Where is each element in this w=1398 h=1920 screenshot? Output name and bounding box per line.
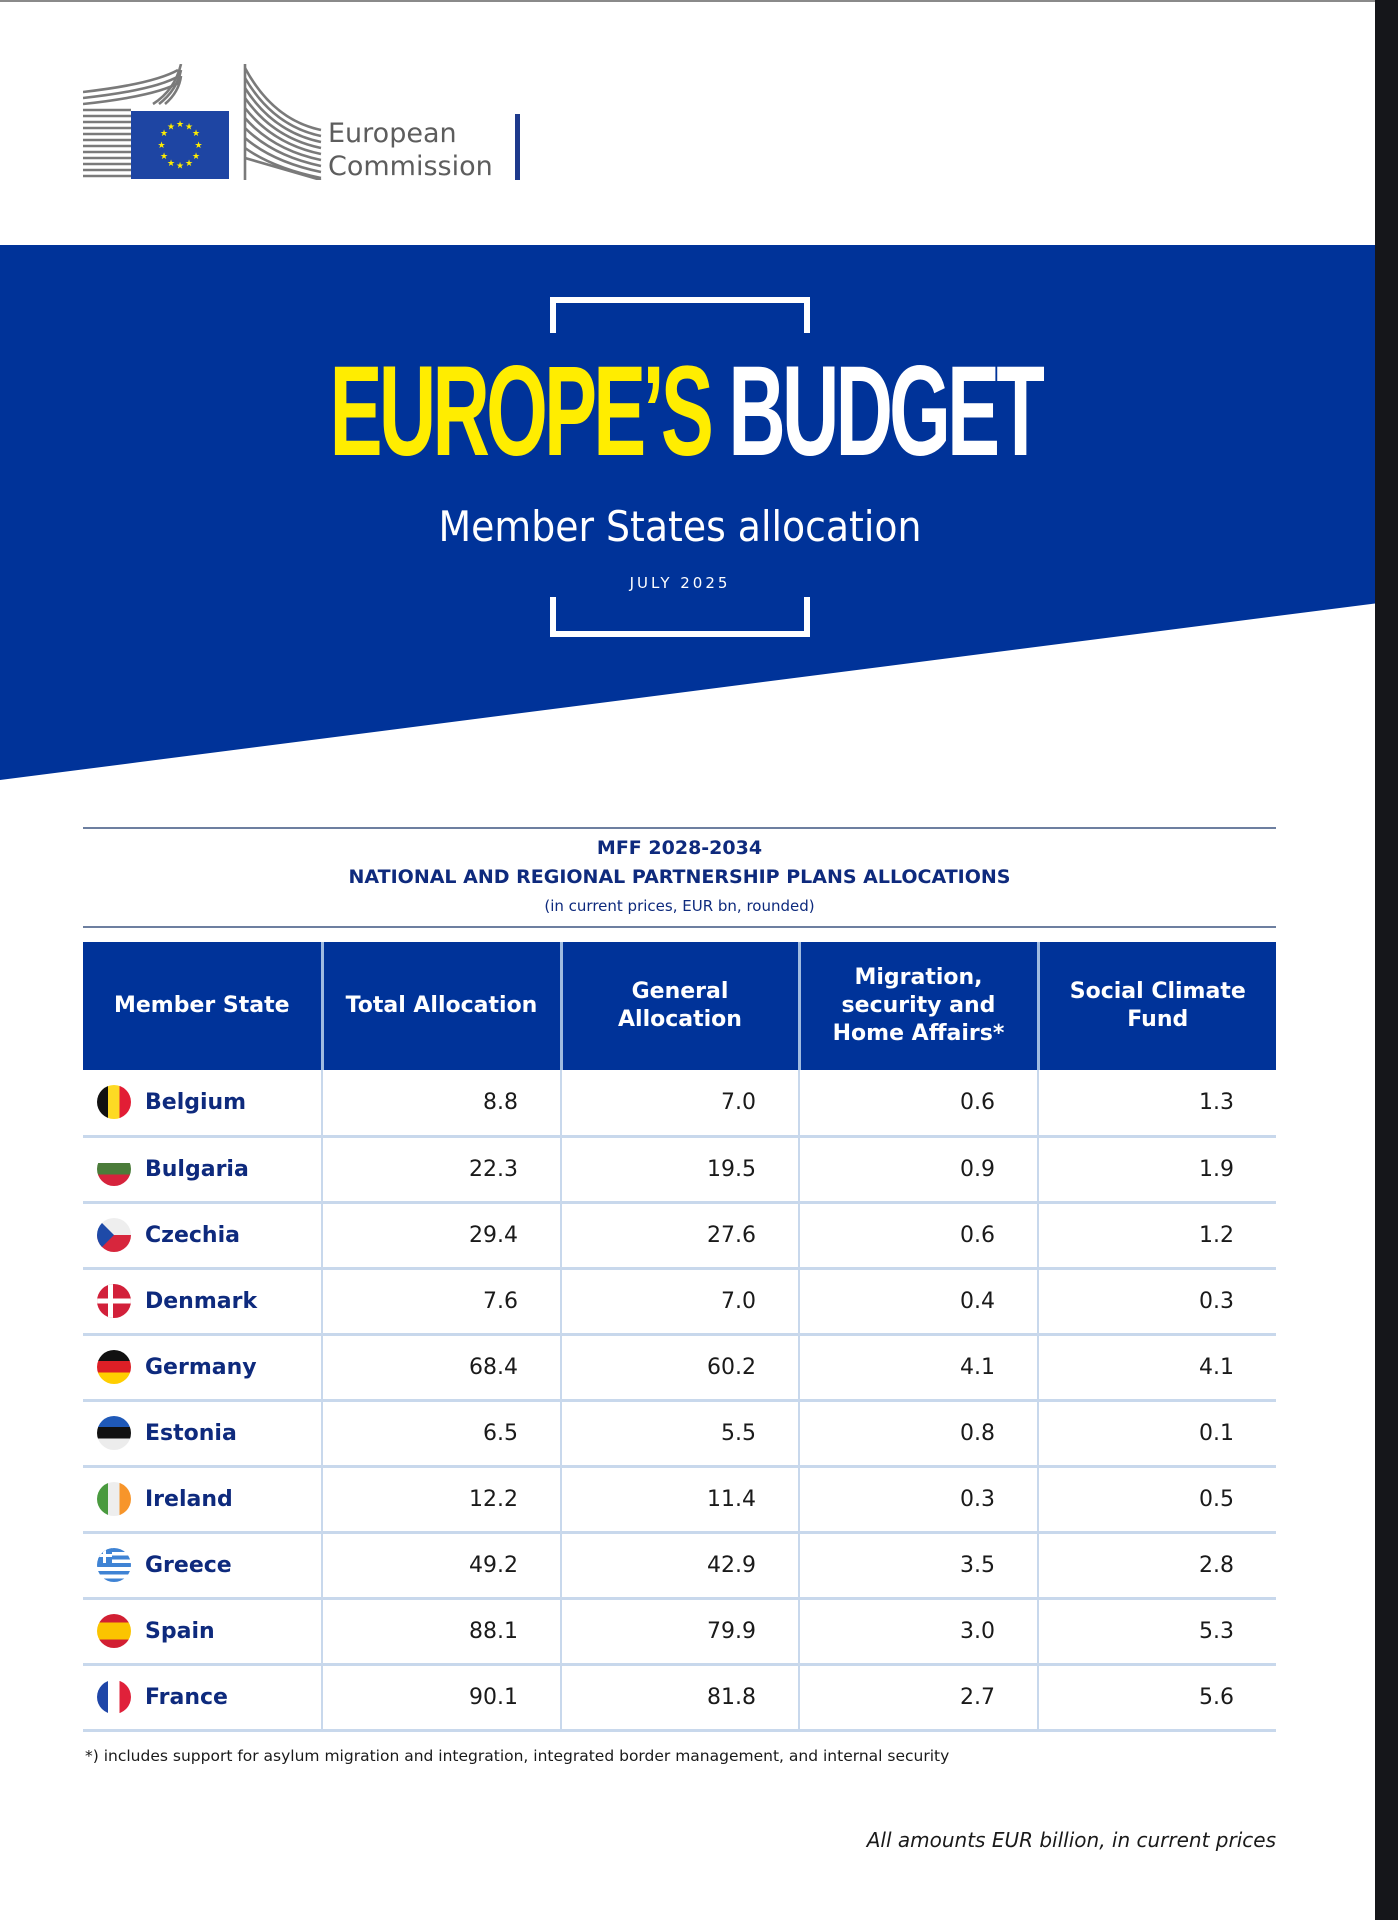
total-allocation-cell: 22.3	[322, 1136, 561, 1202]
svg-text:★: ★	[159, 152, 169, 162]
hero-title-budget-text: BUDGET	[728, 340, 1042, 483]
column-header-social-climate-fund: Social Climate Fund	[1038, 942, 1276, 1070]
belgium-flag-icon	[97, 1085, 131, 1119]
hero-title	[259, 340, 1112, 483]
hero-date: JULY 2025	[629, 574, 731, 592]
svg-text:★: ★	[175, 161, 185, 172]
general-allocation-cell: 7.0	[561, 1070, 799, 1136]
social-climate-fund-cell: 1.9	[1038, 1136, 1276, 1202]
total-allocation-cell: 29.4	[322, 1202, 561, 1268]
frame-bracket-bottom	[550, 597, 810, 637]
france-flag-icon	[97, 1680, 131, 1714]
table-row	[83, 1598, 1276, 1664]
social-climate-fund-cell: 2.8	[1038, 1532, 1276, 1598]
general-allocation-cell: 60.2	[561, 1334, 799, 1400]
logo-line-1: European	[328, 118, 457, 149]
general-allocation-cell: 79.9	[561, 1598, 799, 1664]
svg-text:★: ★	[184, 122, 194, 133]
logo-line-2: Commission	[328, 151, 493, 182]
table-top-rule	[83, 827, 1276, 829]
column-header-migration-security: Migration, security and Home Affairs*	[799, 942, 1038, 1070]
amounts-note: All amounts EUR billion, in current prices	[866, 1828, 1276, 1852]
estonia-flag-icon	[97, 1416, 131, 1450]
table-title-plans: NATIONAL AND REGIONAL PARTNERSHIP PLANS ALLOCATIONS	[348, 866, 1011, 888]
column-header-general-allocation: General Allocation	[561, 942, 799, 1070]
general-allocation-cell: 11.4	[561, 1466, 799, 1532]
table-row	[83, 1532, 1276, 1598]
social-climate-fund-cell: 5.6	[1038, 1664, 1276, 1730]
svg-text:★: ★	[191, 129, 201, 139]
svg-text:★: ★	[166, 122, 176, 133]
member-state-name: France	[145, 1684, 228, 1710]
total-allocation-cell: 90.1	[322, 1664, 561, 1730]
ireland-flag-icon	[97, 1482, 131, 1516]
migration-cell: 0.9	[799, 1136, 1038, 1202]
total-allocation-cell: 12.2	[322, 1466, 561, 1532]
allocations-table	[83, 942, 1276, 1732]
general-allocation-cell: 81.8	[561, 1664, 799, 1730]
social-climate-fund-cell: 1.2	[1038, 1202, 1276, 1268]
migration-cell: 0.3	[799, 1466, 1038, 1532]
migration-cell: 3.0	[799, 1598, 1038, 1664]
total-allocation-cell: 49.2	[322, 1532, 561, 1598]
hero-title-europes: EUROPE’S	[329, 340, 711, 483]
hero-title-budget	[710, 340, 1041, 483]
migration-cell: 2.7	[799, 1664, 1038, 1730]
svg-text:★: ★	[157, 141, 166, 151]
social-climate-fund-cell: 1.3	[1038, 1070, 1276, 1136]
bulgaria-flag-icon	[97, 1152, 131, 1186]
column-header-total-allocation: Total Allocation	[322, 942, 561, 1070]
svg-text:★: ★	[166, 159, 176, 169]
member-state-name: Germany	[145, 1354, 257, 1380]
table-row	[83, 1268, 1276, 1334]
svg-text:★: ★	[159, 129, 169, 139]
hero-subtitle: Member States allocation	[438, 502, 922, 551]
general-allocation-cell: 19.5	[561, 1136, 799, 1202]
member-state-name: Czechia	[145, 1222, 240, 1248]
total-allocation-cell: 68.4	[322, 1334, 561, 1400]
total-allocation-cell: 6.5	[322, 1400, 561, 1466]
migration-cell: 0.6	[799, 1070, 1038, 1136]
general-allocation-cell: 27.6	[561, 1202, 799, 1268]
svg-text:★: ★	[184, 159, 194, 169]
total-allocation-cell: 88.1	[322, 1598, 561, 1664]
migration-cell: 4.1	[799, 1334, 1038, 1400]
migration-cell: 0.4	[799, 1268, 1038, 1334]
social-climate-fund-cell: 0.5	[1038, 1466, 1276, 1532]
table-row	[83, 1070, 1276, 1136]
table-footnote: *) includes support for asylum migration and integration, integrated border management, and internal security	[85, 1747, 950, 1765]
table-row	[83, 1466, 1276, 1532]
general-allocation-cell: 7.0	[561, 1268, 799, 1334]
member-state-name: Greece	[145, 1552, 232, 1578]
member-state-name: Estonia	[145, 1420, 237, 1446]
spain-flag-icon	[97, 1614, 131, 1648]
member-state-name: Spain	[145, 1618, 215, 1644]
germany-flag-icon	[97, 1350, 131, 1384]
table-row	[83, 1334, 1276, 1400]
svg-text:★: ★	[194, 141, 203, 151]
svg-text:★: ★	[175, 120, 185, 130]
table-row	[83, 1400, 1276, 1466]
total-allocation-cell: 7.6	[322, 1268, 561, 1334]
member-state-name: Belgium	[145, 1089, 247, 1115]
social-climate-fund-cell: 0.3	[1038, 1268, 1276, 1334]
member-state-name: Bulgaria	[145, 1156, 249, 1182]
column-header-member-state: Member State	[83, 942, 322, 1070]
social-climate-fund-cell: 5.3	[1038, 1598, 1276, 1664]
table-row	[83, 1136, 1276, 1202]
table-title-mff: MFF 2028-2034	[596, 837, 763, 859]
viewer-edge	[1375, 0, 1398, 1920]
greece-flag-icon	[97, 1548, 131, 1582]
social-climate-fund-cell: 4.1	[1038, 1334, 1276, 1400]
table-header-rule	[83, 926, 1276, 928]
member-state-name: Denmark	[145, 1288, 258, 1314]
logo-wordmark	[328, 117, 493, 183]
european-commission-logo	[83, 64, 523, 184]
migration-cell: 0.6	[799, 1202, 1038, 1268]
general-allocation-cell: 42.9	[561, 1532, 799, 1598]
social-climate-fund-cell: 0.1	[1038, 1400, 1276, 1466]
berlaymont-building-right-icon	[243, 64, 323, 180]
migration-cell: 3.5	[799, 1532, 1038, 1598]
table-subtitle: (in current prices, EUR bn, rounded)	[544, 897, 815, 915]
denmark-flag-icon	[97, 1284, 131, 1318]
table-row	[83, 1664, 1276, 1730]
logo-divider	[515, 114, 520, 180]
total-allocation-cell: 8.8	[322, 1070, 561, 1136]
migration-cell: 0.8	[799, 1400, 1038, 1466]
frame-bracket-top	[550, 297, 810, 333]
general-allocation-cell: 5.5	[561, 1400, 799, 1466]
eu-flag-icon	[131, 111, 229, 179]
czechia-flag-icon	[97, 1218, 131, 1252]
table-row	[83, 1202, 1276, 1268]
svg-text:★: ★	[191, 152, 201, 162]
table-header-row	[83, 942, 1276, 1070]
member-state-name: Ireland	[145, 1486, 233, 1512]
